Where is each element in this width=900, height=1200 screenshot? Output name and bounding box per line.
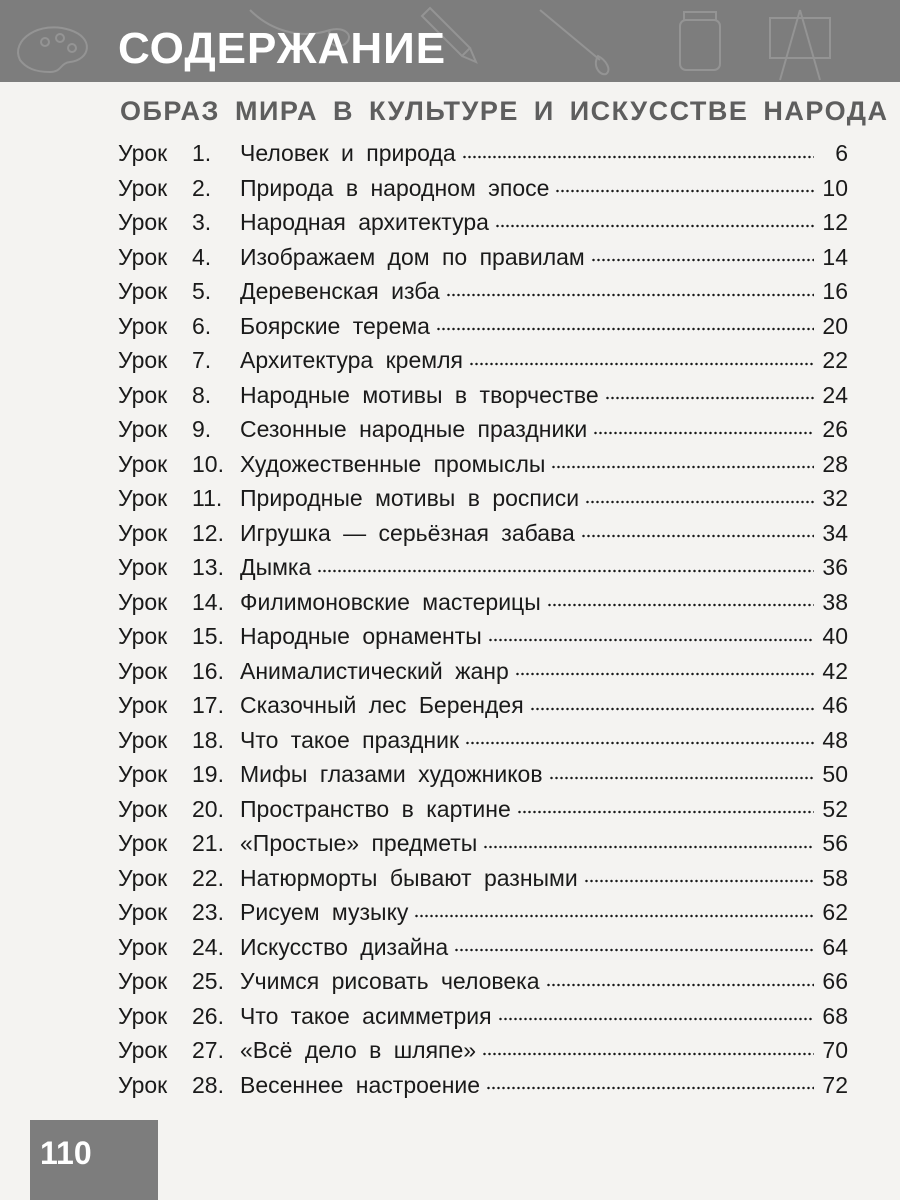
toc-lesson-number: 14. xyxy=(192,588,224,615)
toc-page-number: 36 xyxy=(822,554,848,580)
page-title: СОДЕРЖАНИЕ xyxy=(118,24,447,73)
toc-leader-dots xyxy=(446,290,814,300)
toc-entry-24[interactable] xyxy=(118,930,848,965)
toc-lesson-title: Учимся рисовать человека xyxy=(240,968,540,994)
toc-lesson-label: Урок xyxy=(118,623,168,649)
toc-entry-5[interactable] xyxy=(118,274,848,309)
toc-leader-dots xyxy=(317,566,814,576)
toc-lesson-number: 10. xyxy=(192,450,224,477)
toc-lesson-title: Художественные промыслы xyxy=(240,450,546,477)
toc-lesson-label: Урок xyxy=(118,657,168,684)
toc-entry-18[interactable] xyxy=(118,723,848,758)
toc-lesson-title: «Простые» предметы xyxy=(240,830,478,856)
toc-leader-dots xyxy=(483,842,814,852)
toc-lesson-number: 6. xyxy=(192,312,212,339)
toc-leader-dots xyxy=(581,531,814,541)
toc-entry-12[interactable] xyxy=(118,516,848,551)
toc-lesson-number: 16. xyxy=(192,657,224,684)
toc-lesson-label: Урок xyxy=(118,1037,168,1063)
toc-lesson-title: Сезонные народные праздники xyxy=(240,416,588,442)
toc-page-number: 58 xyxy=(822,864,848,891)
toc-page-number: 10 xyxy=(822,174,848,201)
toc-leader-dots xyxy=(605,393,814,403)
toc-entry-4[interactable] xyxy=(118,240,848,275)
toc-entry-17[interactable] xyxy=(118,688,848,723)
toc-entry-28[interactable] xyxy=(118,1068,848,1103)
toc-entry-9[interactable] xyxy=(118,412,848,447)
toc-lesson-label: Урок xyxy=(118,140,168,166)
toc-page-number: 40 xyxy=(822,623,848,649)
toc-lesson-title: Что такое асимметрия xyxy=(240,1002,492,1029)
toc-lesson-number: 26. xyxy=(192,1002,224,1029)
toc-lesson-label: Урок xyxy=(118,1002,168,1029)
toc-entry-26[interactable] xyxy=(118,999,848,1034)
toc-page-number: 52 xyxy=(822,795,848,822)
toc-lesson-number: 28. xyxy=(192,1071,224,1098)
toc-leader-dots xyxy=(591,255,814,265)
toc-lesson-number: 23. xyxy=(192,899,224,925)
toc-lesson-label: Урок xyxy=(118,519,168,546)
toc-lesson-number: 1. xyxy=(192,140,212,166)
toc-entry-25[interactable] xyxy=(118,964,848,999)
toc-lesson-label: Урок xyxy=(118,347,168,373)
toc-page-number: 32 xyxy=(822,485,848,511)
toc-lesson-title: Дымка xyxy=(240,554,312,580)
toc-lesson-label: Урок xyxy=(118,381,168,408)
toc-lesson-number: 21. xyxy=(192,830,224,856)
toc-page-number: 64 xyxy=(822,933,848,960)
toc-lesson-title: Анималистический жанр xyxy=(240,657,509,684)
toc-lesson-label: Урок xyxy=(118,864,168,891)
toc-lesson-number: 27. xyxy=(192,1037,224,1063)
toc-lesson-number: 22. xyxy=(192,864,224,891)
toc-lesson-label: Урок xyxy=(118,761,168,787)
toc-leader-dots xyxy=(517,807,814,817)
toc-leader-dots xyxy=(486,1083,814,1093)
toc-lesson-number: 5. xyxy=(192,278,212,304)
toc-page-number: 72 xyxy=(822,1071,848,1098)
toc-entry-8[interactable] xyxy=(118,378,848,413)
jar-icon xyxy=(680,12,720,70)
toc-page-number: 66 xyxy=(822,968,848,994)
toc-lesson-number: 17. xyxy=(192,692,224,718)
toc-lesson-label: Урок xyxy=(118,554,168,580)
toc-lesson-number: 7. xyxy=(192,347,212,373)
toc-leader-dots xyxy=(530,704,814,714)
toc-entry-6[interactable] xyxy=(118,309,848,344)
toc-page-number: 28 xyxy=(822,450,848,477)
toc-entry-20[interactable] xyxy=(118,792,848,827)
page-number: 110 xyxy=(40,1135,92,1171)
toc-lesson-title: Весеннее настроение xyxy=(240,1071,481,1098)
toc-lesson-title: Народные орнаменты xyxy=(240,623,482,649)
toc-entry-19[interactable] xyxy=(118,757,848,792)
toc-page-number: 56 xyxy=(822,830,848,856)
toc-page-number: 70 xyxy=(822,1037,848,1063)
toc-leader-dots xyxy=(465,738,814,748)
toc-leader-dots xyxy=(469,359,814,369)
toc-page-number: 50 xyxy=(822,761,848,787)
toc-lesson-number: 25. xyxy=(192,968,224,994)
toc-entry-27[interactable] xyxy=(118,1033,848,1068)
toc-lesson-title: Натюрморты бывают разными xyxy=(240,864,578,891)
toc-lesson-number: 4. xyxy=(192,243,212,270)
toc-lesson-label: Урок xyxy=(118,450,168,477)
table-of-contents xyxy=(118,136,848,1102)
toc-entry-15[interactable] xyxy=(118,619,848,654)
toc-page-number: 62 xyxy=(822,899,848,925)
easel-icon xyxy=(770,10,830,80)
toc-lesson-label: Урок xyxy=(118,416,168,442)
toc-lesson-title: Боярские терема xyxy=(240,312,430,339)
toc-lesson-title: Изображаем дом по правилам xyxy=(240,243,585,270)
toc-leader-dots xyxy=(488,635,814,645)
toc-lesson-title: Рисуем музыку xyxy=(240,899,409,925)
toc-lesson-title: Народные мотивы в творчестве xyxy=(240,381,599,408)
toc-entry-10[interactable] xyxy=(118,447,848,482)
header-band xyxy=(0,0,900,82)
toc-page-number: 46 xyxy=(822,692,848,718)
toc-leader-dots xyxy=(549,773,814,783)
brush-icon xyxy=(540,10,608,74)
toc-lesson-number: 9. xyxy=(192,416,212,442)
toc-leader-dots xyxy=(454,945,814,955)
toc-page-number: 22 xyxy=(822,347,848,373)
toc-lesson-title: Сказочный лес Берендея xyxy=(240,692,524,718)
toc-lesson-number: 20. xyxy=(192,795,224,822)
toc-entry-13[interactable] xyxy=(118,550,848,585)
toc-lesson-label: Урок xyxy=(118,1071,168,1098)
toc-lesson-title: Природа в народном эпосе xyxy=(240,174,550,201)
toc-leader-dots xyxy=(547,600,814,610)
toc-leader-dots xyxy=(584,876,814,886)
toc-page-number: 68 xyxy=(822,1002,848,1029)
toc-leader-dots xyxy=(482,1049,814,1059)
toc-lesson-label: Урок xyxy=(118,174,168,201)
toc-leader-dots xyxy=(495,221,814,231)
toc-entry-21[interactable] xyxy=(118,826,848,861)
toc-leader-dots xyxy=(515,669,814,679)
toc-lesson-title: «Всё дело в шляпе» xyxy=(240,1037,477,1063)
toc-page-number: 16 xyxy=(822,278,848,304)
toc-entry-1[interactable] xyxy=(118,136,848,171)
toc-entry-14[interactable] xyxy=(118,585,848,620)
toc-lesson-number: 11. xyxy=(192,485,223,511)
toc-lesson-label: Урок xyxy=(118,588,168,615)
toc-lesson-number: 2. xyxy=(192,174,212,201)
toc-lesson-label: Урок xyxy=(118,968,168,994)
toc-page-number: 38 xyxy=(822,588,848,615)
toc-leader-dots xyxy=(436,324,814,334)
toc-leader-dots xyxy=(498,1014,814,1024)
palette-icon xyxy=(18,27,87,72)
toc-page-number: 48 xyxy=(822,726,848,753)
toc-leader-dots xyxy=(555,186,814,196)
toc-lesson-title: Человек и природа xyxy=(240,140,456,166)
toc-lesson-title: Что такое праздник xyxy=(240,726,459,753)
toc-entry-11[interactable] xyxy=(118,481,848,516)
toc-lesson-number: 18. xyxy=(192,726,224,753)
toc-entry-16[interactable] xyxy=(118,654,848,689)
toc-page-number: 26 xyxy=(822,416,848,442)
toc-page-number: 42 xyxy=(822,657,848,684)
toc-lesson-number: 24. xyxy=(192,933,224,960)
toc-lesson-title: Деревенская изба xyxy=(240,278,440,304)
toc-lesson-number: 8. xyxy=(192,381,212,408)
toc-entry-23[interactable] xyxy=(118,895,848,930)
toc-lesson-title: Пространство в картине xyxy=(240,795,511,822)
toc-lesson-label: Урок xyxy=(118,209,168,235)
toc-entry-22[interactable] xyxy=(118,861,848,896)
toc-lesson-title: Архитектура кремля xyxy=(240,347,463,373)
toc-lesson-title: Народная архитектура xyxy=(240,209,489,235)
toc-lesson-number: 3. xyxy=(192,209,212,235)
toc-lesson-number: 13. xyxy=(192,554,224,580)
toc-lesson-label: Урок xyxy=(118,726,168,753)
toc-lesson-title: Мифы глазами художников xyxy=(240,761,543,787)
toc-entry-2[interactable] xyxy=(118,171,848,206)
toc-page-number: 6 xyxy=(835,140,848,166)
toc-page-number: 20 xyxy=(822,312,848,339)
toc-lesson-label: Урок xyxy=(118,692,168,718)
toc-leader-dots xyxy=(546,980,814,990)
toc-lesson-label: Урок xyxy=(118,899,168,925)
toc-lesson-label: Урок xyxy=(118,830,168,856)
toc-lesson-label: Урок xyxy=(118,795,168,822)
toc-lesson-number: 15. xyxy=(192,623,224,649)
toc-entry-3[interactable] xyxy=(118,205,848,240)
toc-lesson-label: Урок xyxy=(118,485,168,511)
toc-lesson-number: 19. xyxy=(192,761,224,787)
toc-lesson-title: Природные мотивы в росписи xyxy=(240,485,580,511)
toc-leader-dots xyxy=(585,497,814,507)
toc-lesson-label: Урок xyxy=(118,243,168,270)
toc-lesson-label: Урок xyxy=(118,278,168,304)
toc-lesson-label: Урок xyxy=(118,933,168,960)
toc-page-number: 12 xyxy=(822,209,848,235)
toc-lesson-title: Филимоновские мастерицы xyxy=(240,588,541,615)
toc-leader-dots xyxy=(551,462,814,472)
toc-lesson-label: Урок xyxy=(118,312,168,339)
toc-lesson-title: Искусство дизайна xyxy=(240,933,449,960)
toc-leader-dots xyxy=(414,911,814,921)
toc-leader-dots xyxy=(593,428,814,438)
toc-page-number: 34 xyxy=(822,519,848,546)
toc-entry-7[interactable] xyxy=(118,343,848,378)
toc-lesson-number: 12. xyxy=(192,519,224,546)
toc-page-number: 24 xyxy=(822,381,848,408)
section-heading: ОБРАЗ МИРА В КУЛЬТУРЕ И ИСКУССТВЕ НАРОДА xyxy=(120,96,889,126)
toc-page-number: 14 xyxy=(822,243,848,270)
toc-leader-dots xyxy=(462,152,814,162)
toc-lesson-title: Игрушка — серьёзная забава xyxy=(240,519,575,546)
